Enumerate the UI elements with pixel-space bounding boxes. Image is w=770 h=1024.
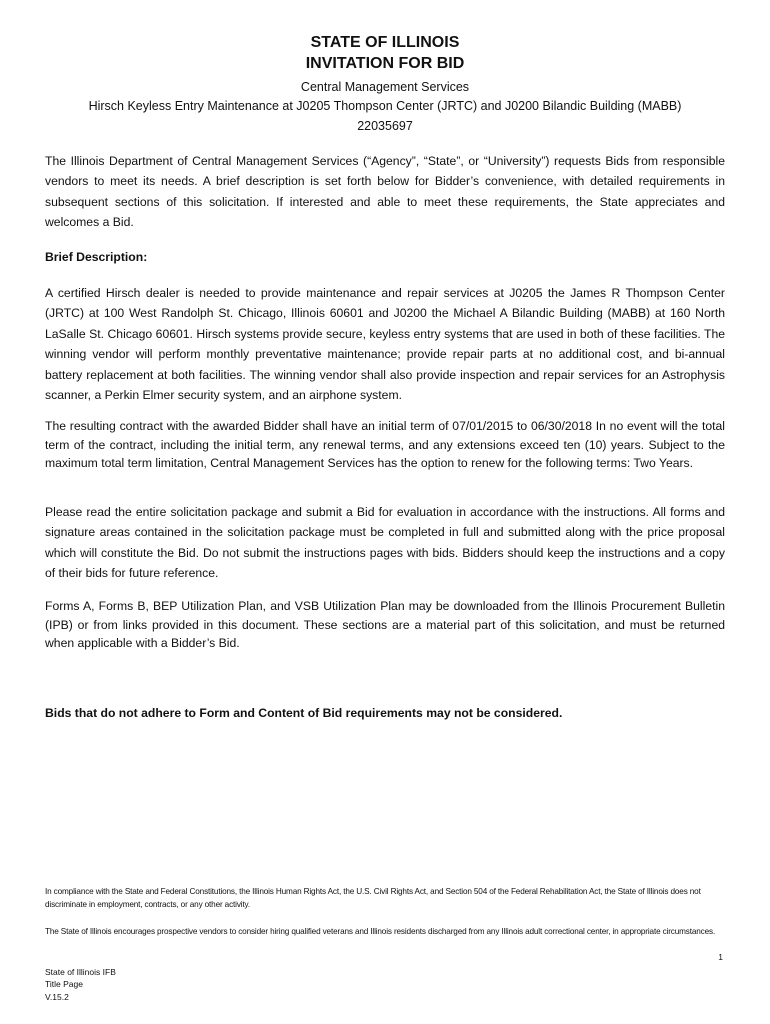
form-name: State of Illinois IFB bbox=[45, 967, 116, 977]
intro-paragraph: The Illinois Department of Central Management Services (“Agency”, “State”, or “University”) requests Bids from responsible vendors to meet its needs. A brief description is set forth below for Bidder’s convenience, with detailed requirements in subsequent sections of this solicitation. If interested and able to meet these requirements, the State appreciates and welcomes a Bid. bbox=[45, 154, 725, 230]
forms-paragraph: Forms A, Forms B, BEP Utilization Plan, and VSB Utilization Plan may be downloaded from the Illinois Procurement Bulletin (IPB) or from links provided in this document. These sections are a material part of this solicitation, and must be returned when applicable with a Bidder’s Bid. bbox=[45, 599, 725, 650]
doc-type-title: INVITATION FOR BID bbox=[305, 55, 465, 72]
form-version: V.15.2 bbox=[45, 991, 69, 1002]
term-paragraph: The resulting contract with the awarded Bidder shall have an initial term of 07/01/2015 to 06/30/2018 In no event will the total term of the contract, including the initial term, any renewal terms, and any extensions exceed ten (10) years. Subject to the maximum total term limitation, Central Management Services has the option to renew for the following terms: Two Years. bbox=[45, 419, 725, 470]
brief-description-heading: Brief Description: bbox=[45, 250, 148, 264]
veterans-notice: The State of Illinois encourages prospective vendors to consider hiring qualified veterans and Illinois residents discharged from any Illinois adult correctional center, in appropriate circumstances. bbox=[45, 927, 716, 936]
form-page: Title Page bbox=[45, 979, 83, 990]
page-number: 1 bbox=[718, 952, 723, 962]
project-title: Hirsch Keyless Entry Maintenance at J0205 Thompson Center (JRTC) and J0200 Bilandic Building (MABB) bbox=[88, 99, 682, 113]
compliance-notice: In compliance with the State and Federal Constitutions, the Illinois Human Rights Act, the U.S. Civil Rights Act, and Section 504 of the Federal Rehabilitation Act, the State of Illinois does not discriminate in employment, contracts, or any other activity. bbox=[45, 887, 701, 909]
description-paragraph: A certified Hirsch dealer is needed to provide maintenance and repair services at J0205 the James R Thompson Center (JRTC) at 100 West Randolph St. Chicago, Illinois 60601 and J0200 the Michael A Bilandic Building (MABB) at 160 North LaSalle St. Chicago 60601. Hirsch systems provide secure, keyless entry systems that are used in both of these facilities. The winning vendor will perform monthly preventative maintenance; provide repair parts at no additional cost, and bi-annual battery replacement at both facilities. The winning vendor shall also provide inspection and repair services for an Astrophysis scanner, a Perkin Elmer security system, and an airphone system. bbox=[45, 286, 725, 403]
bid-number: 22035697 bbox=[357, 119, 413, 133]
form-identifier bbox=[45, 966, 116, 1003]
state-title: STATE OF ILLINOIS bbox=[310, 34, 460, 51]
warning-statement: Bids that do not adhere to Form and Content of Bid requirements may not be considered. bbox=[45, 706, 563, 720]
instructions-paragraph: Please read the entire solicitation package and submit a Bid for evaluation in accordance with the instructions. All forms and signature areas contained in the solicitation package must be completed in full and submitted along with the price proposal which will constitute the Bid. Do not submit the instructions pages with bids. Bidders should keep the instructions and a copy of their bids for future reference. bbox=[45, 505, 725, 581]
agency-name: Central Management Services bbox=[300, 80, 470, 94]
